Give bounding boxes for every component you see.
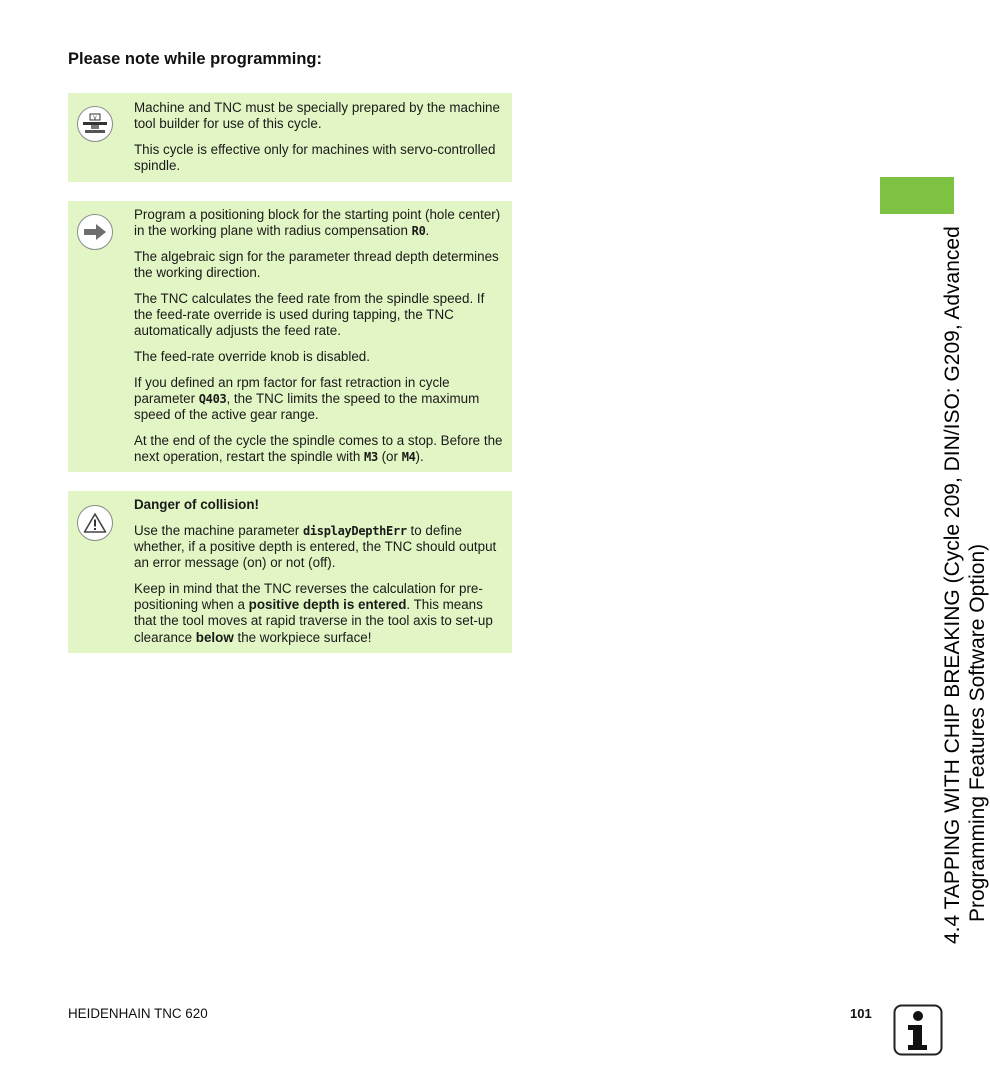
- code-display-depth-err: displayDepthErr: [302, 523, 407, 538]
- text-span: . This means that the tool moves at rapid traverse in the tool axis to set-up clearance: [134, 597, 493, 645]
- side-title-line-1: 4.4 TAPPING WITH CHIP BREAKING (Cycle 209, DIN/ISO: G209, Advanced: [941, 226, 964, 944]
- chapter-side-title: [940, 44, 990, 944]
- text-span: , the TNC limits the speed to the maximum speed of the active gear range.: [134, 391, 480, 423]
- footer-manual-name: HEIDENHAIN TNC 620: [68, 1006, 208, 1021]
- text-span: the workpiece surface!: [233, 629, 372, 645]
- danger-note-text: [134, 497, 504, 655]
- note-paragraph: The algebraic sign for the parameter thread depth determines the working direction.: [134, 249, 499, 281]
- note-paragraph: [134, 581, 504, 646]
- note-paragraph: [134, 207, 504, 239]
- machine-note-paragraph: This cycle is effective only for machines with servo-controlled spindle.: [134, 142, 496, 174]
- note-paragraph: The TNC calculates the feed rate from the spindle speed. If the feed-rate override is used during tapping, the TNC automatically adjusts the feed rate.: [134, 291, 485, 339]
- code-r0: R0: [411, 224, 426, 239]
- svg-text:V: V: [93, 115, 97, 122]
- note-paragraph: [134, 375, 504, 424]
- machine-note-box: [68, 93, 512, 182]
- machine-icon: [77, 106, 113, 142]
- text-span: to define whether, if a positive depth is entered, the TNC should output an error message (on) or not (off).: [134, 522, 497, 571]
- code-m4: M4: [401, 450, 416, 465]
- note-paragraph: The feed-rate override knob is disabled.: [134, 349, 370, 365]
- text-span: Keep in mind that the TNC reverses the calculation for pre-positioning when a: [134, 581, 483, 613]
- note-paragraph: [134, 433, 504, 465]
- text-span: (or: [377, 449, 402, 465]
- page-number: 101: [850, 1006, 872, 1021]
- programming-note-text: [134, 207, 504, 475]
- text-span: Use the machine parameter: [134, 522, 303, 538]
- danger-title: Danger of collision!: [134, 497, 259, 512]
- machine-note-text: [134, 100, 504, 184]
- text-span: .: [425, 223, 430, 239]
- note-paragraph: [134, 523, 504, 572]
- text-span: At the end of the cycle the spindle comes to a stop. Before the next operation, restart the spindle with: [134, 433, 503, 465]
- text-span: If you defined an rpm factor for fast retraction in cycle parameter: [134, 375, 450, 407]
- text-span: ).: [415, 449, 424, 465]
- text-span: Program a positioning block for the starting point (hole center) in the working plane with radius compensation: [134, 207, 501, 239]
- section-heading: Please note while programming:: [68, 50, 322, 68]
- bold-text: positive depth is entered: [248, 597, 407, 613]
- info-icon: [893, 1004, 943, 1056]
- code-m3: M3: [364, 450, 378, 465]
- bold-text: below: [195, 629, 234, 645]
- programming-note-box: [68, 201, 512, 472]
- arrow-right-icon: [77, 214, 113, 250]
- code-q403: Q403: [198, 392, 227, 407]
- warning-icon: [77, 505, 113, 541]
- danger-note-box: [68, 491, 512, 653]
- machine-note-paragraph: Machine and TNC must be specially prepared by the machine tool builder for use of this cycle.: [134, 100, 500, 132]
- side-title-line-2: Programming Features Software Option): [966, 543, 989, 922]
